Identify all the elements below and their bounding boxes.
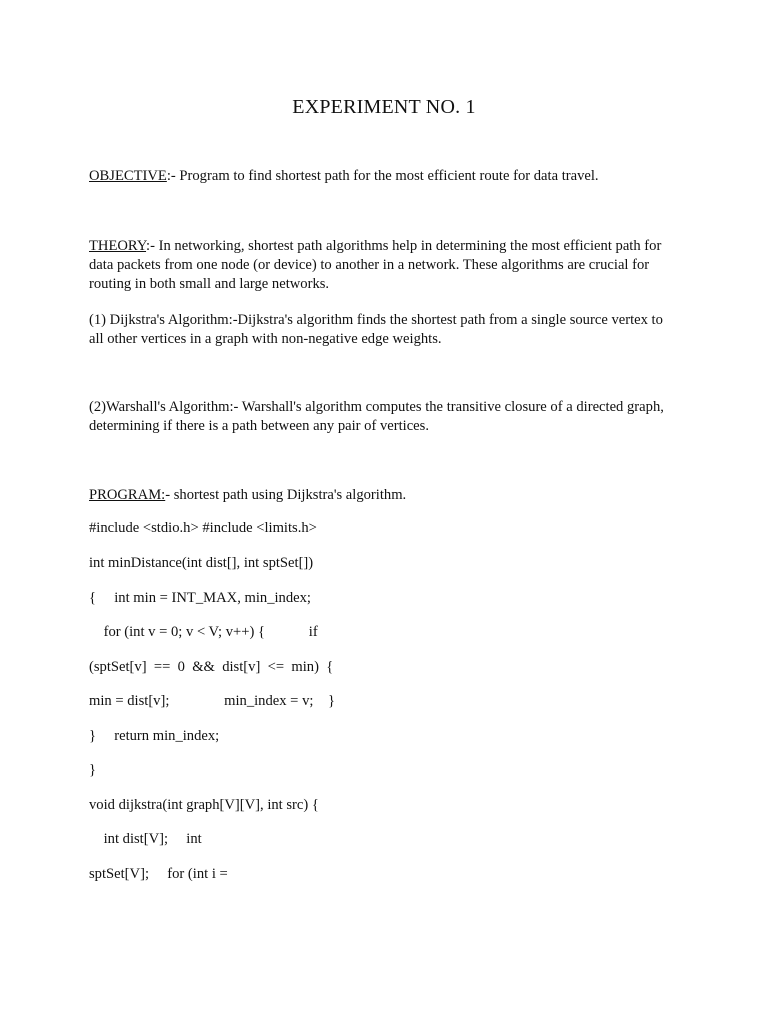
theory-label: THEORY: [89, 238, 147, 254]
code-line: #include <stdio.h> #include <limits.h>: [89, 520, 317, 536]
objective-label: OBJECTIVE: [89, 168, 167, 184]
code-line: for (int v = 0; v < V; v++) { if: [89, 624, 318, 640]
code-line: }: [89, 762, 97, 778]
theory-paragraph: [89, 237, 679, 294]
page-title: EXPERIMENT NO. 1: [292, 96, 476, 118]
code-line: { int min = INT_MAX, min_index;: [89, 590, 311, 606]
dijkstra-description: (1) Dijkstra's Algorithm:-Dijkstra's algorithm finds the shortest path from a single source vertex to all other vertices in a graph with non-negative edge weights.: [89, 312, 663, 347]
objective-paragraph: [89, 167, 679, 186]
code-line: sptSet[V]; for (int i =: [89, 866, 228, 882]
program-label: PROGRAM:: [89, 487, 166, 503]
theory-text: :- In networking, shortest path algorithms help in determining the most efficient path for data packets from one node (or device) to another in a network. These algorithms are crucial for routing in both small and large networks.: [89, 238, 662, 292]
code-line: int dist[V]; int: [89, 831, 202, 847]
code-line: } return min_index;: [89, 728, 220, 744]
warshall-description: (2)Warshall's Algorithm:- Warshall's algorithm computes the transitive closure of a directed graph, determining if there is a path between any pair of vertices.: [89, 399, 664, 434]
objective-text: :- Program to find shortest path for the most efficient route for data travel.: [166, 168, 599, 184]
code-line: void dijkstra(int graph[V][V], int src) {: [89, 797, 319, 813]
code-line: int minDistance(int dist[], int sptSet[]): [89, 555, 314, 571]
code-line: (sptSet[v] == 0 && dist[v] <= min) {: [89, 659, 334, 675]
program-text: - shortest path using Dijkstra's algorithm.: [165, 487, 407, 503]
program-heading: [89, 486, 679, 505]
code-line: min = dist[v]; min_index = v; }: [89, 693, 336, 709]
